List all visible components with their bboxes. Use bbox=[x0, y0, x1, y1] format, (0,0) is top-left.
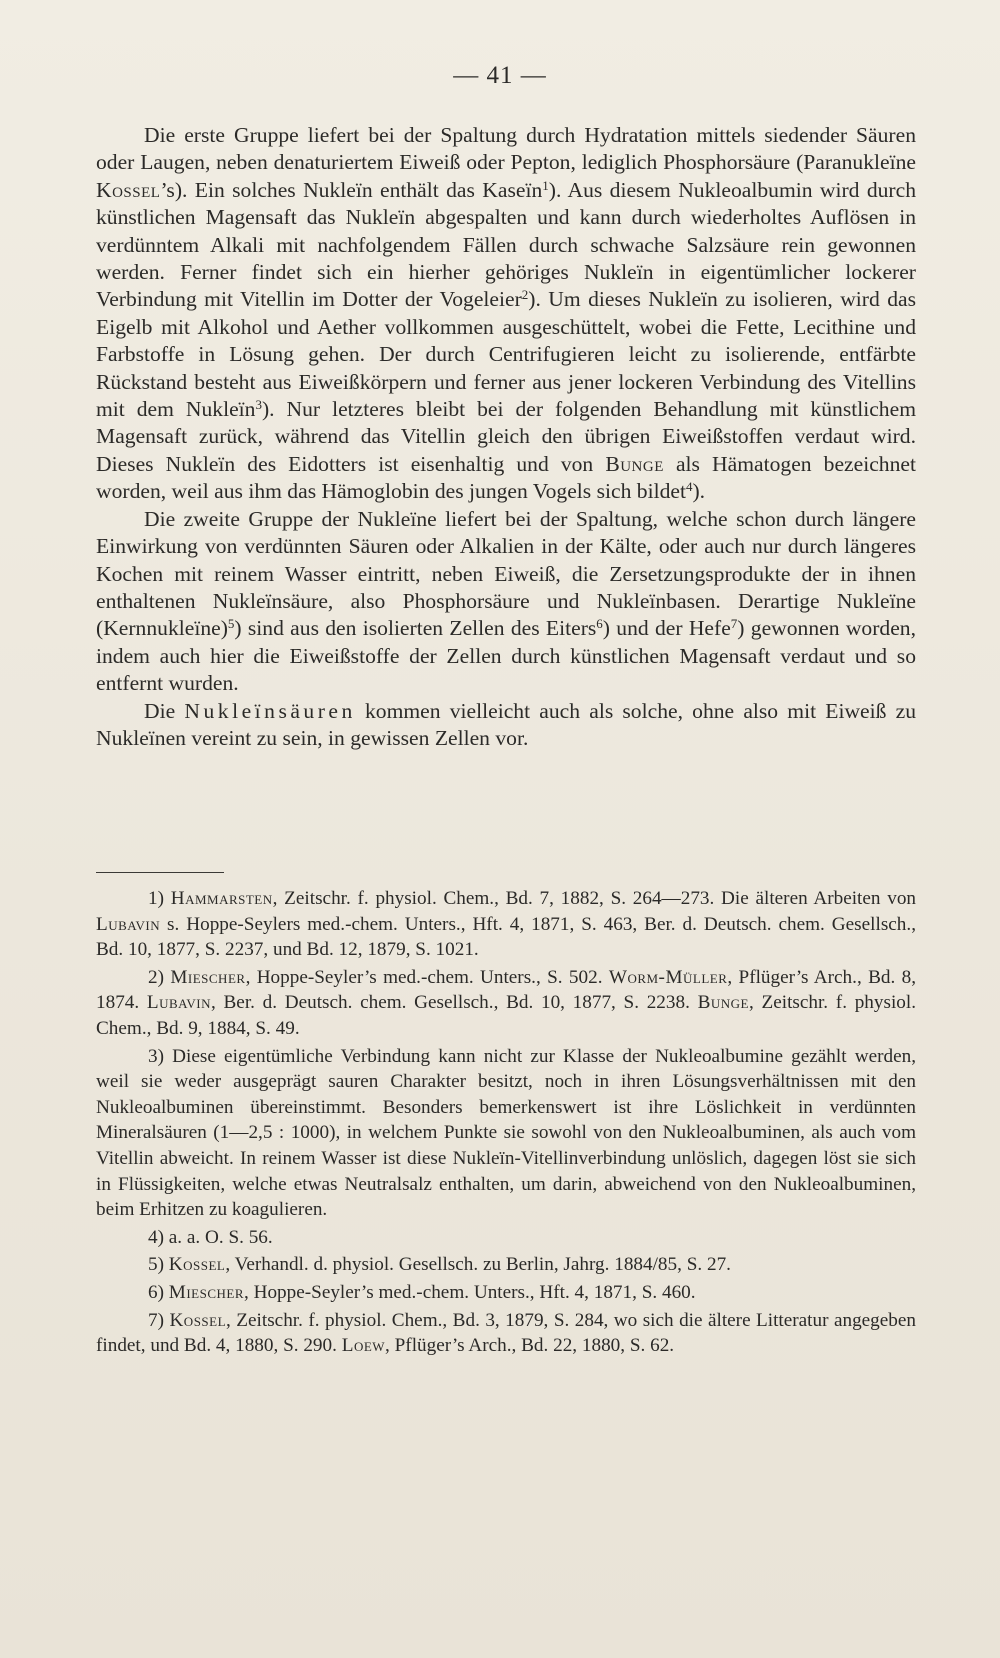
text-run: , Hoppe-Seyler’s med.-chem. Unters., Hft. 4, 1871, S. 460. bbox=[244, 1281, 696, 1303]
emphasized-term: Nukleïnsäuren bbox=[184, 698, 356, 723]
footnote-separator bbox=[96, 872, 224, 873]
text-run: , Hoppe-Seyler’s med.-chem. Unters., S. 502. bbox=[245, 966, 609, 988]
text-run: ). Aus diesem Nukleoalbumin wird durch künstlichen Magensaft das Nukleïn abgespalten und kann durch wiederholtes Auflösen in verdünntem Alkali mit nachfolgendem Fällen durch schwache Salzsäure rein gewonnen werden. Ferner findet sich ein hierher gehöriges Nukleïn in eigentümlicher lockerer Verbindung mit Vitellin im Dotter der Vogeleier bbox=[96, 177, 917, 312]
footnote-number: 7) bbox=[148, 1309, 170, 1331]
text-run: , Pflüger’s Arch., Bd. 22, 1880, S. 62. bbox=[385, 1335, 675, 1357]
footnote-3: 3) Diese eigentümliche Verbindung kann nicht zur Klasse der Nukleoalbumine gezählt werden, weil sie weder ausgeprägt sauren Charakter besitzt, noch in ihren Lösungsverhältnissen mit den Nukleoalbuminen übereinstimmt. Besonders bemerkenswert ist ihre Löslichkeit in verdünnten Mineralsäuren (1—2,5 : 1000), in welchem Punkte sie sowohl von den Nukleoalbuminen, als auch vom Vitellin abweicht. In reinem Wasser ist diese Nukleïn-Vitellinverbindung unlöslich, dagegen löst sie sich in Flüssigkeiten, welche etwas Neutralsalz enthalten, um darin, abweichend von den Nukleoalbuminen, beim Erhitzen zu koagulieren. bbox=[96, 1045, 916, 1221]
footnote-number: 5) bbox=[148, 1254, 169, 1276]
text-run: ) und der Hefe bbox=[602, 616, 731, 641]
author-name: Loew bbox=[341, 1335, 386, 1357]
footnote-1 bbox=[96, 886, 916, 963]
text-run: ) sind aus den isolierten Zellen des Eiters bbox=[234, 616, 597, 641]
footnote-ref: 6 bbox=[596, 616, 603, 632]
author-name: Bunge bbox=[605, 451, 664, 476]
footnote-number: 2) bbox=[148, 966, 171, 988]
author-name: Lubavin bbox=[146, 992, 211, 1014]
author-name: Kossel bbox=[168, 1254, 226, 1276]
paragraph-first-group bbox=[96, 122, 916, 506]
footnote-ref: 7 bbox=[730, 616, 738, 632]
footnote-ref: 3 bbox=[255, 397, 262, 413]
text-run: Die bbox=[144, 698, 185, 723]
text-run: , Zeitschr. f. physiol. Chem., Bd. 7, 1882, S. 264—273. Die älteren Arbeiten von bbox=[272, 888, 917, 909]
author-name: Kossel bbox=[96, 177, 161, 202]
footnotes bbox=[96, 886, 916, 1361]
author-name: Lubavin bbox=[96, 913, 161, 935]
page-number: — 41 — bbox=[453, 62, 547, 89]
text-run: ’s). Ein solches Nukleïn enthält das Kaseïn bbox=[160, 177, 543, 202]
author-name: Worm-Müller bbox=[608, 966, 728, 988]
footnote-ref: 2 bbox=[521, 287, 529, 303]
text-run: kommen vielleicht auch als solche, ohne also mit Eiweiß zu Nukleïnen vereint zu sein, in gewissen Zellen vor. bbox=[96, 698, 917, 750]
text-run: Die erste Gruppe liefert bei der Spaltung durch Hydratation mittels siedender Säuren oder Laugen, neben denaturiertem Eiweiß oder Pepton, lediglich Phosphorsäure (Paranukleïne bbox=[96, 123, 916, 175]
text-run: s. Hoppe-Seylers med.-chem. Unters., Hft. 4, 1871, S. 463, Ber. d. Deutsch. chem. Gesellsch., Bd. 10, 1877, S. 2237, und Bd. 12, 1879, S. 1021. bbox=[96, 913, 916, 961]
author-name: Miescher bbox=[168, 1281, 245, 1303]
author-name: Bunge bbox=[697, 992, 749, 1014]
footnote-ref: 5 bbox=[227, 616, 235, 632]
text-run: , Pflüger’s Arch., Bd. 8, 1874. bbox=[96, 966, 917, 1014]
footnote-ref: 4 bbox=[685, 479, 693, 495]
author-name: Hammarsten bbox=[170, 888, 273, 909]
author-name: Miescher bbox=[170, 966, 246, 988]
footnote-6 bbox=[96, 1280, 916, 1306]
footnote-ref: 1 bbox=[542, 177, 549, 193]
text-run: Die zweite Gruppe der Nukleïne liefert bei der Spaltung, welche schon durch längere Einwirkung von verdünnten Säuren oder Alkalien in der Kälte, oder auch nur durch längeres Kochen mit reinem Wasser eintritt, neben Eiweiß, die Zersetzungsprodukte der in ihnen enthaltenen Nukleïnsäure, also Phosphorsäure und Nukleïnbasen. Derartige Nukleïne (Kernnukleïne) bbox=[96, 506, 916, 641]
paragraph-nucleic-acids bbox=[96, 698, 916, 753]
footnote-5 bbox=[96, 1252, 916, 1278]
paragraph-second-group bbox=[96, 506, 916, 698]
text-run: , Ber. d. Deutsch. chem. Gesellsch., Bd. 10, 1877, S. 2238. bbox=[211, 992, 698, 1014]
text-run: ) gewonnen worden, indem auch hier die Eiweißstoffe der Zellen durch künstlichen Magensaft verdaut und so entfernt wurden. bbox=[96, 616, 916, 696]
author-name: Kossel bbox=[169, 1309, 227, 1331]
text-run: , Zeitschr. f. physiol. Chem., Bd. 9, 1884, S. 49. bbox=[96, 992, 917, 1039]
text-run: , Zeitschr. f. physiol. Chem., Bd. 3, 1879, S. 284, wo sich die ältere Litteratur angegeben findet, und Bd. 4, 1880, S. 290. bbox=[96, 1309, 916, 1357]
footnote-4: 4) a. a. O. S. 56. bbox=[148, 1226, 273, 1248]
text-run: , Verhandl. d. physiol. Gesellsch. zu Berlin, Jahrg. 1884/85, S. 27. bbox=[225, 1254, 731, 1276]
text-run: ). bbox=[692, 479, 706, 504]
text-run: als Hämatogen bezeichnet worden, weil aus ihm das Hämoglobin des jungen Vogels sich bildet bbox=[96, 451, 916, 504]
main-text bbox=[96, 122, 916, 752]
footnote-number: 1) bbox=[148, 888, 171, 909]
footnote-2 bbox=[96, 965, 916, 1042]
footnote-7 bbox=[96, 1308, 916, 1359]
text-run: ). Um dieses Nukleïn zu isolieren, wird das Eigelb mit Alkohol und Aether vollkommen ausgeschüttelt, wobei die Fette, Lecithine und Farbstoffe in Lösung gehen. Der durch Centrifugieren leicht zu isolierende, entfärbte Rückstand besteht aus Eiweißkörpern und ferner aus jener lockeren Verbindung des Vitellins mit dem Nukleïn bbox=[96, 287, 916, 422]
footnote-number: 6) bbox=[148, 1281, 169, 1303]
text-run: ). Nur letzteres bleibt bei der folgenden Behandlung mit künstlichem Magensaft zurück, während das Vitellin gleich den übrigen Eiweißstoffen verdaut wird. Dieses Nukleïn des Eidotters ist eisenhaltig und von bbox=[96, 397, 916, 476]
